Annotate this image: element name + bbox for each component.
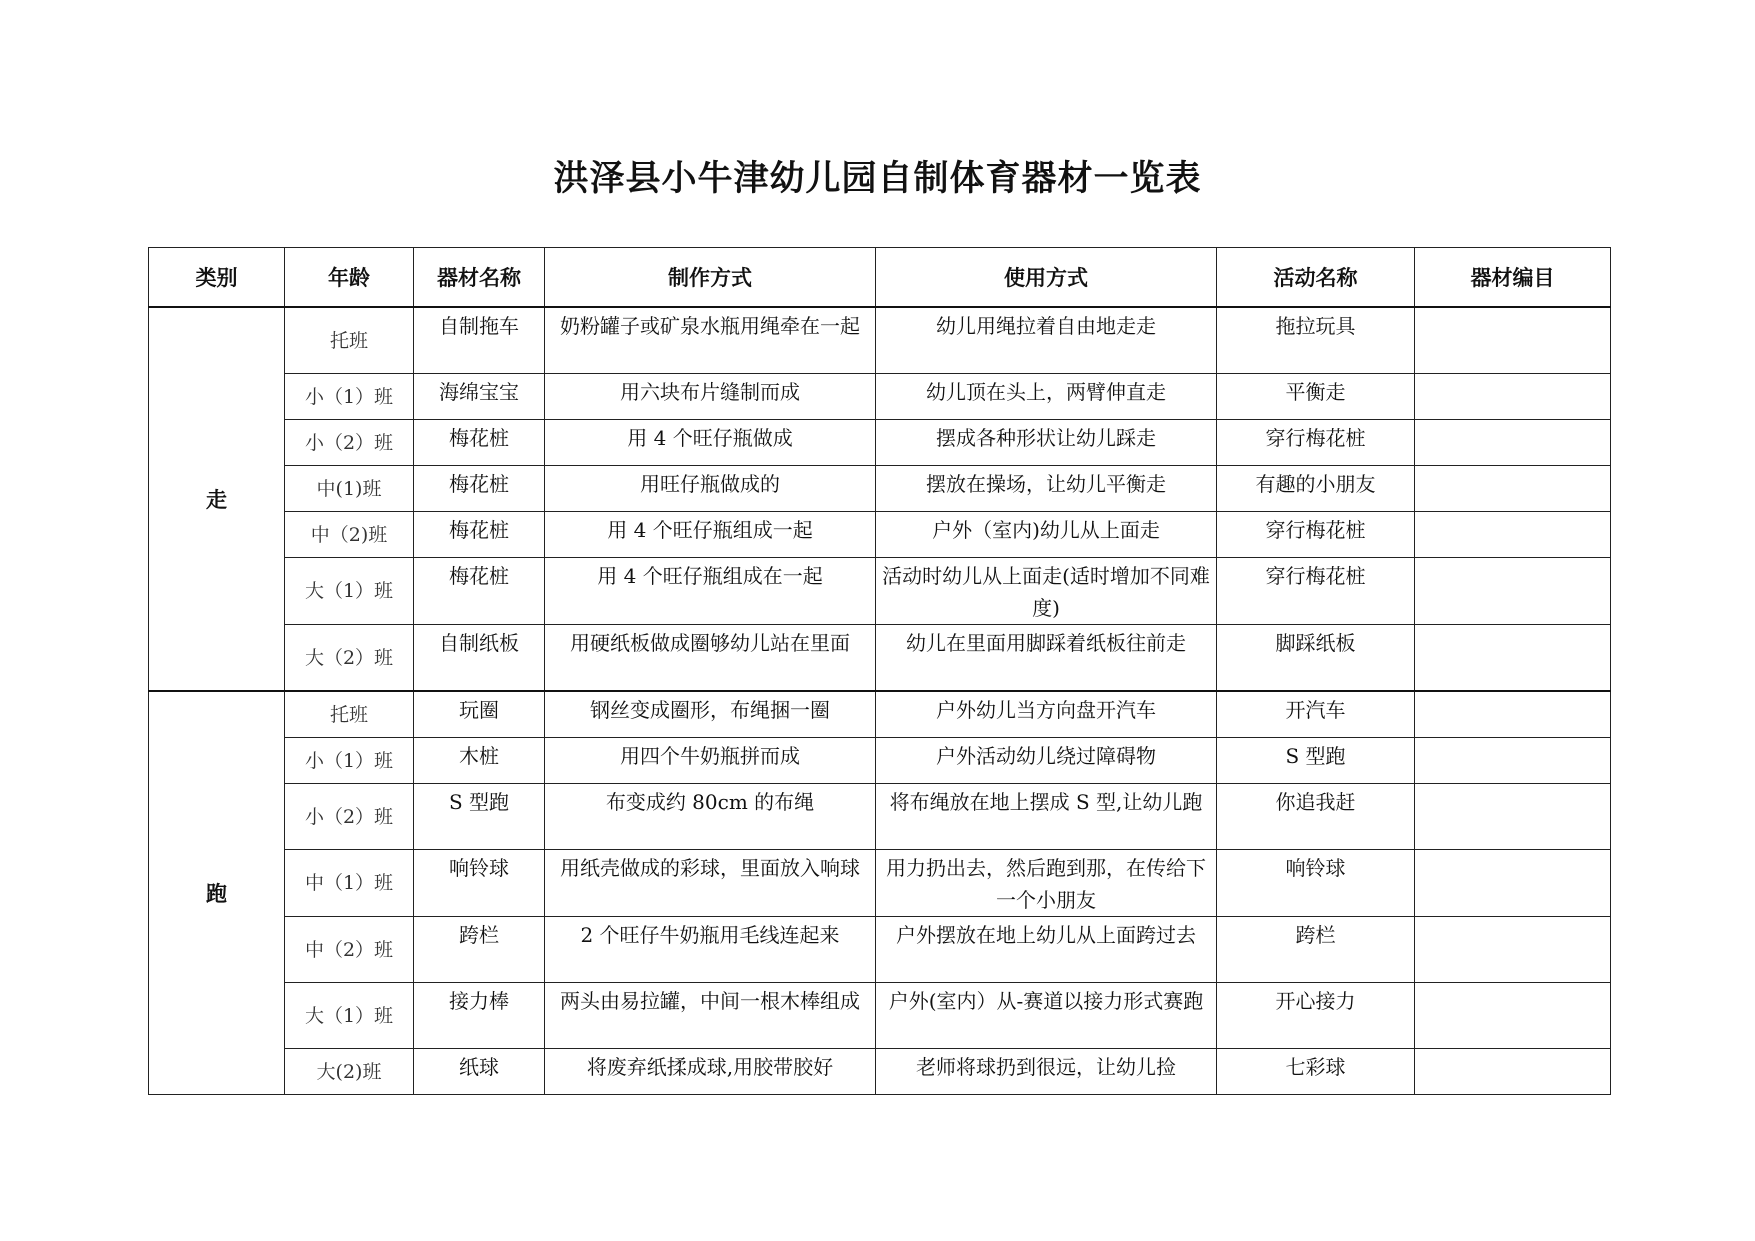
making-method-cell: 用纸壳做成的彩球，里面放入响球: [545, 850, 876, 917]
equipment-name-cell: S 型跑: [414, 784, 545, 850]
equipment-catalog-cell: [1415, 691, 1611, 738]
equipment-name-cell: 玩圈: [414, 691, 545, 738]
age-cell: 大（1）班: [285, 983, 414, 1049]
equipment-name-cell: 梅花桩: [414, 558, 545, 625]
table-row: [149, 691, 1611, 738]
table-row: [149, 512, 1611, 558]
category-cell: 走: [149, 307, 285, 691]
table-row: [149, 917, 1611, 983]
activity-name-cell: 跨栏: [1217, 917, 1415, 983]
equipment-name-cell: 自制拖车: [414, 307, 545, 374]
age-cell: 中（2)班: [285, 512, 414, 558]
equipment-name-cell: 梅花桩: [414, 420, 545, 466]
page-title: 洪泽县小牛津幼儿园自制体育器材一览表: [553, 159, 1202, 199]
making-method-cell: 用 4 个旺仔瓶组成在一起: [545, 558, 876, 625]
activity-name-cell: 开汽车: [1217, 691, 1415, 738]
usage-method-cell: 幼儿顶在头上，两臂伸直走: [876, 374, 1217, 420]
equipment-catalog-cell: [1415, 738, 1611, 784]
usage-method-cell: 用力扔出去，然后跑到那，在传给下一个小朋友: [876, 850, 1217, 917]
age-cell: 大（1）班: [285, 558, 414, 625]
activity-name-cell: 脚踩纸板: [1217, 625, 1415, 692]
equipment-catalog-cell: [1415, 558, 1611, 625]
activity-name-cell: S 型跑: [1217, 738, 1415, 784]
equipment-catalog-cell: [1415, 466, 1611, 512]
equipment-name-cell: 梅花桩: [414, 466, 545, 512]
table-row: [149, 466, 1611, 512]
activity-name-cell: 平衡走: [1217, 374, 1415, 420]
activity-name-cell: 响铃球: [1217, 850, 1415, 917]
activity-name-cell: 穿行梅花桩: [1217, 512, 1415, 558]
usage-method-cell: 摆放在操场，让幼儿平衡走: [876, 466, 1217, 512]
age-cell: 小（2）班: [285, 420, 414, 466]
making-method-cell: 两头由易拉罐，中间一根木棒组成: [545, 983, 876, 1049]
table-row: [149, 374, 1611, 420]
equipment-catalog-cell: [1415, 784, 1611, 850]
equipment-catalog-cell: [1415, 850, 1611, 917]
making-method-cell: 将废弃纸揉成球,用胶带胶好: [545, 1049, 876, 1095]
age-cell: 小（1）班: [285, 738, 414, 784]
age-cell: 中(1)班: [285, 466, 414, 512]
age-cell: 大（2）班: [285, 625, 414, 692]
activity-name-cell: 你追我赶: [1217, 784, 1415, 850]
age-cell: 大(2)班: [285, 1049, 414, 1095]
usage-method-cell: 老师将球扔到很远，让幼儿捡: [876, 1049, 1217, 1095]
age-cell: 中（1）班: [285, 850, 414, 917]
usage-method-cell: 户外(室内）从-赛道以接力形式赛跑: [876, 983, 1217, 1049]
table-row: [149, 420, 1611, 466]
category-group: [149, 691, 1611, 1095]
activity-name-cell: 开心接力: [1217, 983, 1415, 1049]
header-making-method: 制作方式: [545, 248, 876, 308]
activity-name-cell: 有趣的小朋友: [1217, 466, 1415, 512]
equipment-name-cell: 木桩: [414, 738, 545, 784]
header-row: [149, 248, 1611, 308]
category-group: [149, 307, 1611, 691]
header-activity-name: 活动名称: [1217, 248, 1415, 308]
table-row: [149, 738, 1611, 784]
equipment-name-cell: 纸球: [414, 1049, 545, 1095]
equipment-name-cell: 自制纸板: [414, 625, 545, 692]
making-method-cell: 用 4 个旺仔瓶做成: [545, 420, 876, 466]
making-method-cell: 奶粉罐子或矿泉水瓶用绳牵在一起: [545, 307, 876, 374]
equipment-catalog-cell: [1415, 420, 1611, 466]
equipment-catalog-cell: [1415, 307, 1611, 374]
making-method-cell: 用 4 个旺仔瓶组成一起: [545, 512, 876, 558]
header-usage-method: 使用方式: [876, 248, 1217, 308]
table-row: [149, 1049, 1611, 1095]
table-row: [149, 558, 1611, 625]
age-cell: 中（2）班: [285, 917, 414, 983]
usage-method-cell: 户外（室内)幼儿从上面走: [876, 512, 1217, 558]
equipment-catalog-cell: [1415, 512, 1611, 558]
equipment-catalog-cell: [1415, 917, 1611, 983]
equipment-name-cell: 响铃球: [414, 850, 545, 917]
usage-method-cell: 活动时幼儿从上面走(适时增加不同难度): [876, 558, 1217, 625]
usage-method-cell: 幼儿用绳拉着自由地走走: [876, 307, 1217, 374]
table-row: [149, 307, 1611, 374]
making-method-cell: 布变成约 80cm 的布绳: [545, 784, 876, 850]
usage-method-cell: 户外幼儿当方向盘开汽车: [876, 691, 1217, 738]
usage-method-cell: 幼儿在里面用脚踩着纸板往前走: [876, 625, 1217, 692]
age-cell: 小（2）班: [285, 784, 414, 850]
making-method-cell: 用六块布片缝制而成: [545, 374, 876, 420]
age-cell: 小（1）班: [285, 374, 414, 420]
usage-method-cell: 摆成各种形状让幼儿踩走: [876, 420, 1217, 466]
equipment-name-cell: 跨栏: [414, 917, 545, 983]
activity-name-cell: 拖拉玩具: [1217, 307, 1415, 374]
equipment-name-cell: 梅花桩: [414, 512, 545, 558]
making-method-cell: 用四个牛奶瓶拼而成: [545, 738, 876, 784]
age-cell: 托班: [285, 307, 414, 374]
equipment-catalog-cell: [1415, 374, 1611, 420]
header-age: 年龄: [285, 248, 414, 308]
activity-name-cell: 七彩球: [1217, 1049, 1415, 1095]
equipment-table: [148, 247, 1611, 1095]
equipment-name-cell: 接力棒: [414, 983, 545, 1049]
equipment-catalog-cell: [1415, 625, 1611, 692]
header-equipment-catalog: 器材编目: [1415, 248, 1611, 308]
table-row: [149, 784, 1611, 850]
activity-name-cell: 穿行梅花桩: [1217, 558, 1415, 625]
category-cell: 跑: [149, 691, 285, 1095]
equipment-name-cell: 海绵宝宝: [414, 374, 545, 420]
equipment-catalog-cell: [1415, 1049, 1611, 1095]
header-equipment-name: 器材名称: [414, 248, 545, 308]
table-row: [149, 625, 1611, 692]
making-method-cell: 钢丝变成圈形，布绳捆一圈: [545, 691, 876, 738]
age-cell: 托班: [285, 691, 414, 738]
usage-method-cell: 户外活动幼儿绕过障碍物: [876, 738, 1217, 784]
table-row: [149, 983, 1611, 1049]
table-row: [149, 850, 1611, 917]
making-method-cell: 用硬纸板做成圈够幼儿站在里面: [545, 625, 876, 692]
making-method-cell: 2 个旺仔牛奶瓶用毛线连起来: [545, 917, 876, 983]
making-method-cell: 用旺仔瓶做成的: [545, 466, 876, 512]
equipment-catalog-cell: [1415, 983, 1611, 1049]
usage-method-cell: 户外摆放在地上幼儿从上面跨过去: [876, 917, 1217, 983]
header-category: 类别: [149, 248, 285, 308]
usage-method-cell: 将布绳放在地上摆成 S 型,让幼儿跑: [876, 784, 1217, 850]
activity-name-cell: 穿行梅花桩: [1217, 420, 1415, 466]
